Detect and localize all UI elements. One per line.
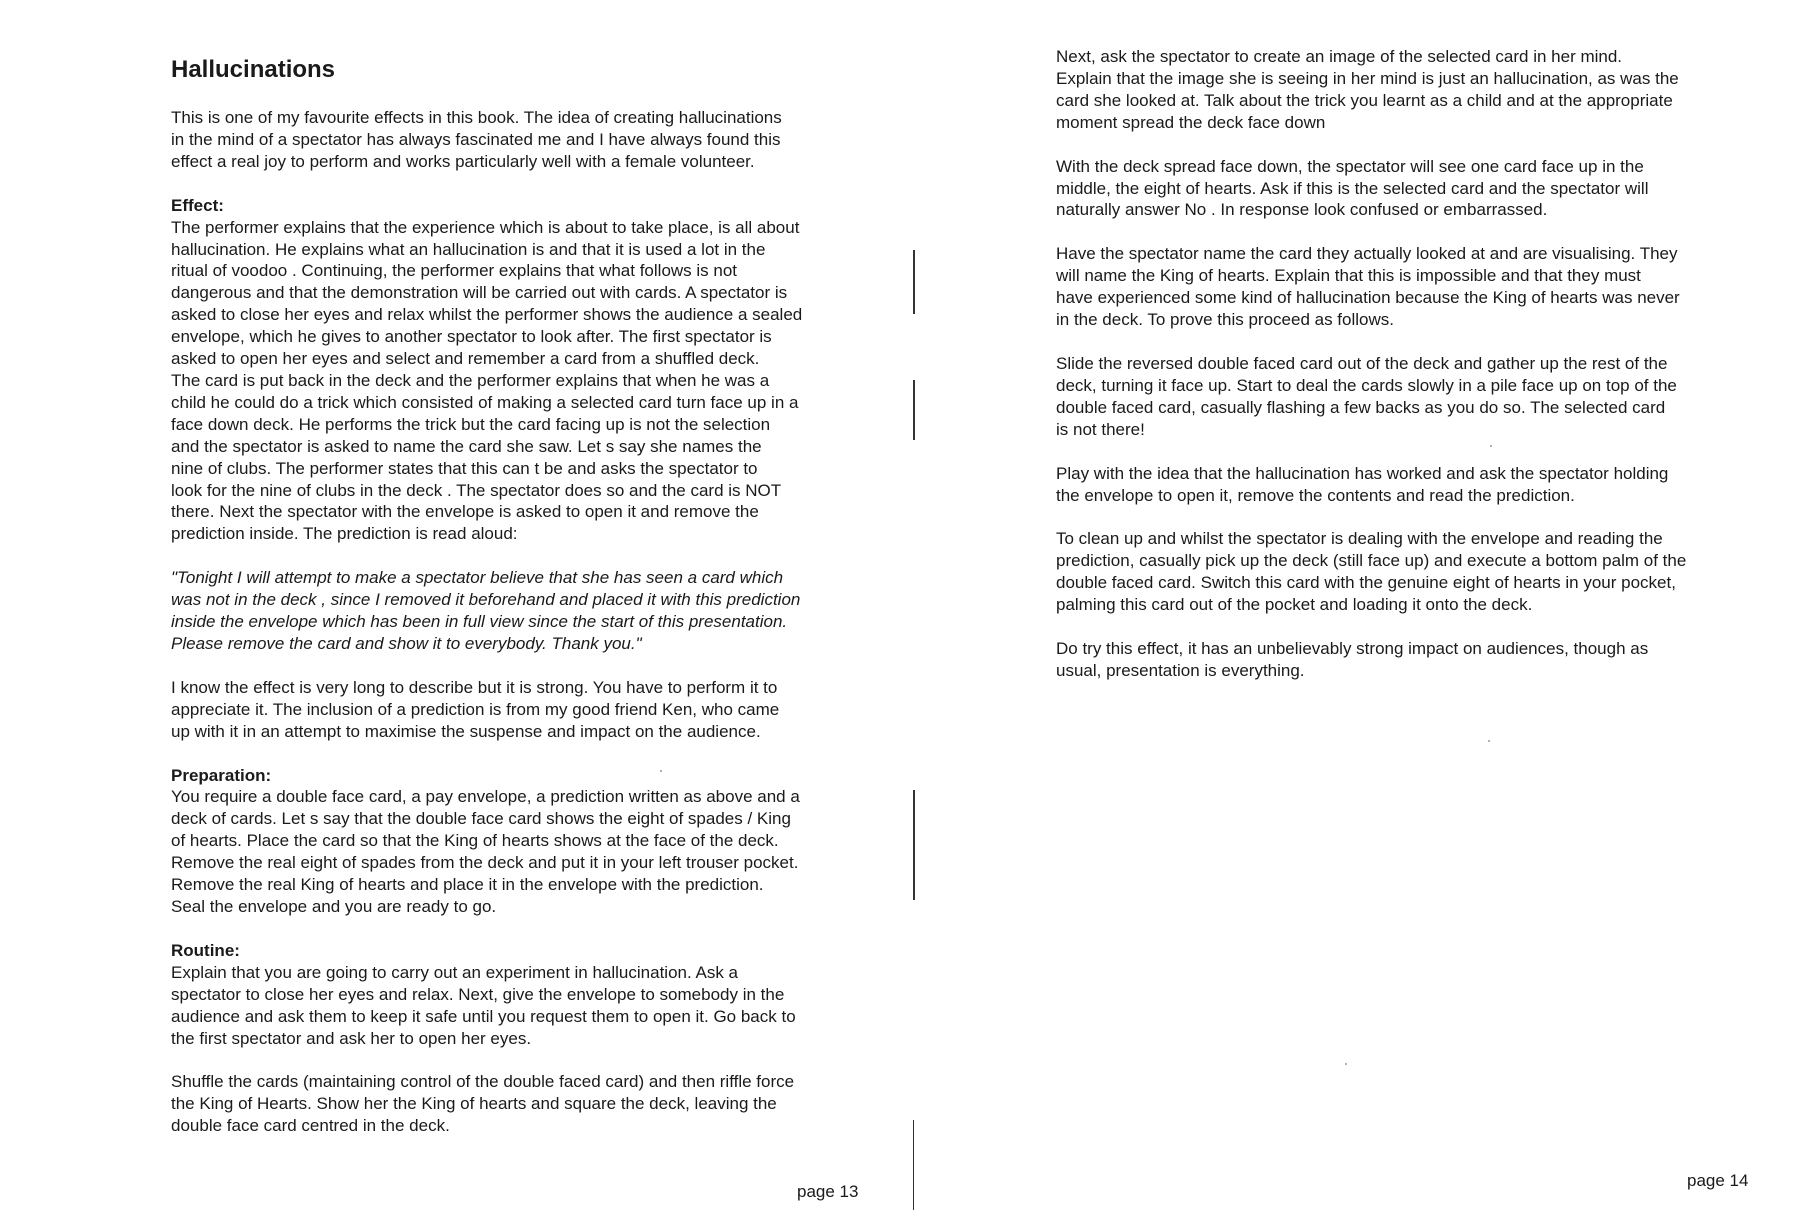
effect-heading: Effect: xyxy=(171,195,224,215)
right-paragraph: To clean up and whilst the spectator is dealing with the envelope and reading the prediction, casually pick up the deck (still face up) and execute a bottom palm of the double faced card. Switch this card with the genuine eight of hearts in your pocket, palming this card out of the pocket and loading it onto the deck. xyxy=(1056,529,1687,615)
effect-section xyxy=(171,195,863,546)
effect-text: The performer explains that the experience which is about to take place, is all about hallucination. He explains what an hallucination is and that it is used a lot in the ritual of voodoo . Continuing, the performer explains that what follows is not dangerous and that the demonstration will be carried out with cards. A spectator is asked to close her eyes and relax whilst the performer shows the audience a sealed envelope, which he gives to another spectator to look after. The first spectator is asked to open her eyes and select and remember a card from a shuffled deck. The card is put back in the deck and the performer explains that when he was a child he could do a trick which consisted of making a selected card turn face up in a face down deck. He performs the trick but the card facing up is not the selection and the spectator is asked to name the card she saw. Let s say she names the nine of clubs. The performer states that this can t be and asks the spectator to look for the nine of clubs in the deck . The spectator does so and the card is NOT there. Next the spectator with the envelope is asked to open it and remove the prediction inside. The prediction is read aloud: xyxy=(171,217,803,544)
scan-speck xyxy=(1345,1063,1347,1065)
routine-section xyxy=(171,940,863,1050)
right-paragraph: Play with the idea that the hallucination has worked and ask the spectator holding the envelope to open it, remove the contents and read the prediction. xyxy=(1056,463,1669,505)
gutter-mark xyxy=(913,1120,914,1210)
right-paragraph: Have the spectator name the card they actually looked at and are visualising. They will name the King of hearts. Explain that this is impossible and that they must have experienced some kind of hallucination because the King of hearts was never in the deck. To prove this proceed as follows. xyxy=(1056,244,1680,330)
preparation-heading: Preparation: xyxy=(171,765,272,785)
shuffle-paragraph: Shuffle the cards (maintaining control of the double faced card) and then riffle force the King of Hearts. Show her the King of hearts and square the deck, leaving the double face card centred in the deck. xyxy=(171,1072,795,1136)
right-page xyxy=(915,0,1807,1211)
page-number-left: page 13 xyxy=(797,1182,859,1201)
routine-heading: Routine: xyxy=(171,940,240,960)
left-column xyxy=(171,107,863,1159)
preparation-section xyxy=(171,765,863,918)
page-title: Hallucinations xyxy=(171,56,336,83)
intro-paragraph: This is one of my favourite effects in this book. The idea of creating hallucinations in the mind of a spectator has always fascinated me and I have always found this effect a real joy to perform and works particularly well with a female volunteer. xyxy=(171,108,782,171)
page-number-right: page 14 xyxy=(1687,1171,1749,1190)
right-paragraph: Next, ask the spectator to create an image of the selected card in her mind. Explain that the image she is seeing in her mind is just an hallucination, as was the card she looked at. Talk about the trick you learnt as a child and at the appropriate moment spread the deck face down xyxy=(1056,47,1679,132)
right-paragraph: Do try this effect, it has an unbelievably strong impact on audiences, though as usual, presentation is everything. xyxy=(1056,639,1649,680)
scan-speck xyxy=(1490,445,1492,447)
prediction-quote: "Tonight I will attempt to make a spectator believe that she has seen a card which was not in the deck , since I removed it beforehand and placed it with this prediction inside the envelope which has been in full view since the start of this presentation. Please remove the card and show it to everybody. Thank you." xyxy=(171,568,801,653)
right-paragraph: Slide the reversed double faced card out of the deck and gather up the rest of the deck, turning it face up. Start to deal the cards slowly in a pile face up on top of the double faced card, casually flashing a few backs as you do so. The selected card is not there! xyxy=(1056,353,1677,439)
right-column xyxy=(1056,46,1768,704)
right-paragraph: With the deck spread face down, the spectator will see one card face up in the middle, the eight of hearts. Ask if this is the selected card and the spectator will naturally answer No . In response look confused or embarrassed. xyxy=(1056,156,1649,220)
preparation-text: You require a double face card, a pay envelope, a prediction written as above and a deck of cards. Let s say that the double face card shows the eight of spades / King of hearts. Place the card so that the King of hearts shows at the face of the deck. Remove the real eight of spades from the deck and put it in your left trouser pocket. Remove the real King of hearts and place it in the envelope with the prediction. Seal the envelope and you are ready to go. xyxy=(171,787,800,916)
comment-paragraph: I know the effect is very long to describe but it is strong. You have to perform it to appreciate it. The inclusion of a prediction is from my good friend Ken, who came up with it in an attempt to maximise the suspense and impact on the audience. xyxy=(171,677,780,741)
routine-text: Explain that you are going to carry out an experiment in hallucination. Ask a spectator to close her eyes and relax. Next, give the envelope to somebody in the audience and ask them to keep it safe until you request them to open it. Go back to the first spectator and ask her to open her eyes. xyxy=(171,962,796,1048)
scan-speck xyxy=(660,770,662,772)
scan-speck xyxy=(1488,740,1490,742)
